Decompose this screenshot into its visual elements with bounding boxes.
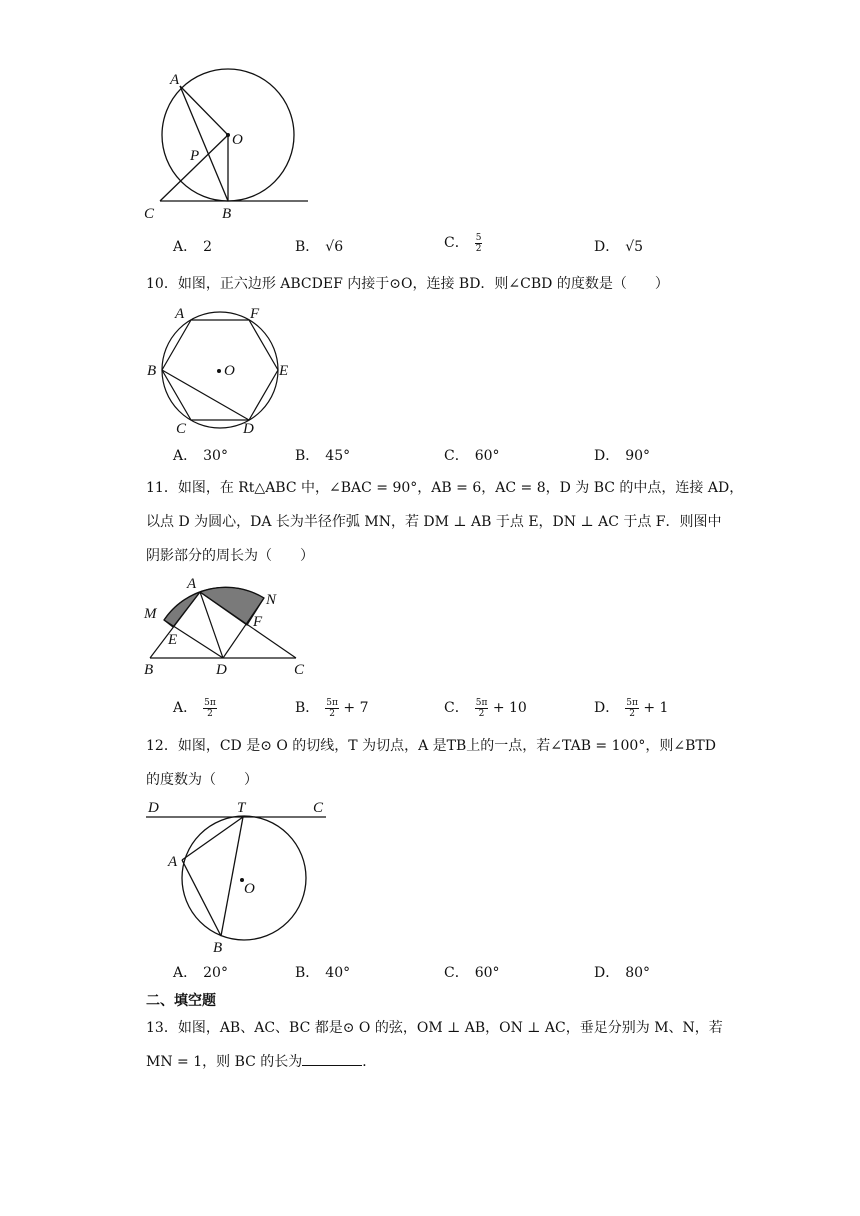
q12-segment-ab bbox=[182, 860, 221, 936]
option-letter: A． bbox=[173, 448, 198, 464]
q12-option-a[interactable] bbox=[173, 962, 228, 982]
q11-option-d[interactable] bbox=[594, 697, 668, 719]
q12-segment-tb bbox=[221, 817, 243, 936]
q12-circle bbox=[182, 816, 306, 940]
q9-figure bbox=[140, 60, 320, 225]
q11-option-c[interactable] bbox=[444, 697, 527, 719]
q12-stem-line1: 12．如图，CD 是⊙ O 的切线，T 为切点，A 是TB上的一点，若∠TAB = 100°，则∠BTD bbox=[146, 738, 716, 754]
option-text: 60° bbox=[474, 448, 500, 464]
q9-option-b[interactable] bbox=[295, 236, 343, 256]
q12-option-b[interactable] bbox=[295, 962, 350, 982]
option-suffix: + 10 bbox=[492, 700, 527, 716]
q9-center-dot bbox=[226, 133, 230, 137]
option-letter: C． bbox=[444, 235, 469, 251]
q11-stem-line1: 11．如图，在 Rt△ABC 中，∠BAC = 90°，AB = 6，AC = 8，D 为 BC 的中点，连接 AD， bbox=[146, 480, 744, 496]
section-heading: 二、填空题 bbox=[146, 993, 216, 1009]
q11-segment-ab bbox=[150, 592, 200, 658]
q10-label-o: O bbox=[224, 363, 235, 379]
option-letter: C． bbox=[444, 965, 469, 981]
q10-option-a[interactable] bbox=[173, 445, 228, 465]
option-suffix: + 7 bbox=[343, 700, 369, 716]
option-letter: B． bbox=[295, 239, 320, 255]
q11-label-n: N bbox=[266, 592, 277, 608]
q10-center-dot bbox=[217, 369, 221, 373]
q10-figure bbox=[140, 300, 310, 440]
q9-option-a[interactable] bbox=[173, 236, 212, 256]
option-letter: D． bbox=[594, 700, 620, 716]
q12-option-d[interactable] bbox=[594, 962, 650, 982]
q10-label-b: B bbox=[147, 363, 157, 379]
option-text: 60° bbox=[474, 965, 500, 981]
q9-segment-ab bbox=[180, 86, 228, 201]
q12-label-o: O bbox=[244, 881, 255, 897]
option-letter: A． bbox=[173, 965, 198, 981]
option-letter: A． bbox=[173, 239, 198, 255]
q9-label-a: A bbox=[170, 72, 180, 88]
q12-label-b: B bbox=[213, 940, 223, 956]
q11-option-b[interactable] bbox=[295, 697, 369, 719]
q10-segment-bd bbox=[162, 370, 249, 420]
q10-option-b[interactable] bbox=[295, 445, 350, 465]
q9-segment-ao bbox=[180, 86, 228, 135]
fraction: $\frac{5}{2}$ bbox=[475, 232, 482, 254]
fraction: $\frac{5\pi}{2}$ bbox=[204, 697, 216, 719]
q13-stem-text: MN = 1，则 BC 的长为 bbox=[146, 1054, 303, 1070]
option-letter: C． bbox=[444, 448, 469, 464]
q13-stem-end: ． bbox=[362, 1054, 377, 1070]
option-suffix: + 1 bbox=[643, 700, 669, 716]
q10-label-e: E bbox=[279, 363, 289, 379]
option-letter: D． bbox=[594, 965, 620, 981]
option-text: 45° bbox=[325, 448, 351, 464]
q11-label-a: A bbox=[187, 576, 197, 592]
option-letter: C． bbox=[444, 700, 469, 716]
q9-option-c[interactable] bbox=[444, 232, 482, 254]
q12-label-t: T bbox=[237, 800, 246, 816]
option-text: 90° bbox=[625, 448, 651, 464]
q9-label-o: O bbox=[232, 132, 243, 148]
q10-option-d[interactable] bbox=[594, 445, 650, 465]
q9-label-c: C bbox=[144, 206, 155, 222]
option-text: 80° bbox=[625, 965, 651, 981]
answer-blank[interactable] bbox=[302, 1051, 362, 1066]
q11-label-d: D bbox=[216, 662, 227, 678]
q13-stem-line1: 13．如图，AB、AC、BC 都是⊙ O 的弦，OM ⊥ AB，ON ⊥ AC，垂足分别为 M、N，若 bbox=[146, 1020, 723, 1036]
q11-stem-line2: 以点 D 为圆心，DA 长为半径作弧 MN，若 DM ⊥ AB 于点 E，DN ⊥ AC 于点 F．则图中 bbox=[146, 514, 722, 530]
option-letter: B． bbox=[295, 965, 320, 981]
q11-label-e: E bbox=[168, 632, 178, 648]
q10-option-c[interactable] bbox=[444, 445, 500, 465]
q12-stem-line2: 的度数为（ ） bbox=[146, 772, 258, 788]
q10-label-c: C bbox=[176, 421, 187, 437]
q10-label-a: A bbox=[175, 306, 185, 322]
q12-label-d: D bbox=[148, 800, 159, 816]
q10-label-f: F bbox=[250, 306, 260, 322]
q11-option-a[interactable] bbox=[173, 697, 217, 719]
option-text: √5 bbox=[625, 239, 644, 255]
option-letter: D． bbox=[594, 448, 620, 464]
q12-option-c[interactable] bbox=[444, 962, 500, 982]
q11-shaded-left bbox=[164, 592, 200, 627]
q11-figure bbox=[140, 574, 320, 680]
q11-label-f: F bbox=[253, 614, 263, 630]
q9-label-b: B bbox=[222, 206, 232, 222]
q12-label-a: A bbox=[168, 854, 178, 870]
q12-label-c: C bbox=[313, 800, 324, 816]
q11-label-c: C bbox=[294, 662, 305, 678]
option-letter: D． bbox=[594, 239, 620, 255]
option-text: √6 bbox=[325, 239, 344, 255]
q11-stem-line3: 阴影部分的周长为（ ） bbox=[146, 548, 314, 564]
q11-label-m: M bbox=[144, 606, 157, 622]
option-text: 40° bbox=[325, 965, 351, 981]
q9-option-d[interactable] bbox=[594, 236, 643, 256]
q12-figure bbox=[140, 796, 340, 956]
fraction: $\frac{5\pi}{2}$ bbox=[475, 697, 488, 719]
q13-stem-line2 bbox=[146, 1046, 726, 1078]
option-text: 2 bbox=[203, 239, 213, 255]
fraction: $\frac{5\pi}{2}$ bbox=[626, 697, 638, 719]
fraction: $\frac{5\pi}{2}$ bbox=[326, 697, 338, 719]
q12-segment-ta bbox=[182, 817, 243, 860]
option-letter: B． bbox=[295, 700, 320, 716]
option-text: 20° bbox=[203, 965, 228, 981]
q10-label-d: D bbox=[243, 421, 254, 437]
option-text: 30° bbox=[203, 448, 228, 464]
q9-label-p: P bbox=[190, 148, 200, 164]
q11-label-b: B bbox=[144, 662, 154, 678]
q10-stem: 10．如图，正六边形 ABCDEF 内接于⊙O，连接 BD．则∠CBD 的度数是（ ） bbox=[146, 276, 669, 292]
option-letter: B． bbox=[295, 448, 320, 464]
option-letter: A． bbox=[173, 700, 198, 716]
